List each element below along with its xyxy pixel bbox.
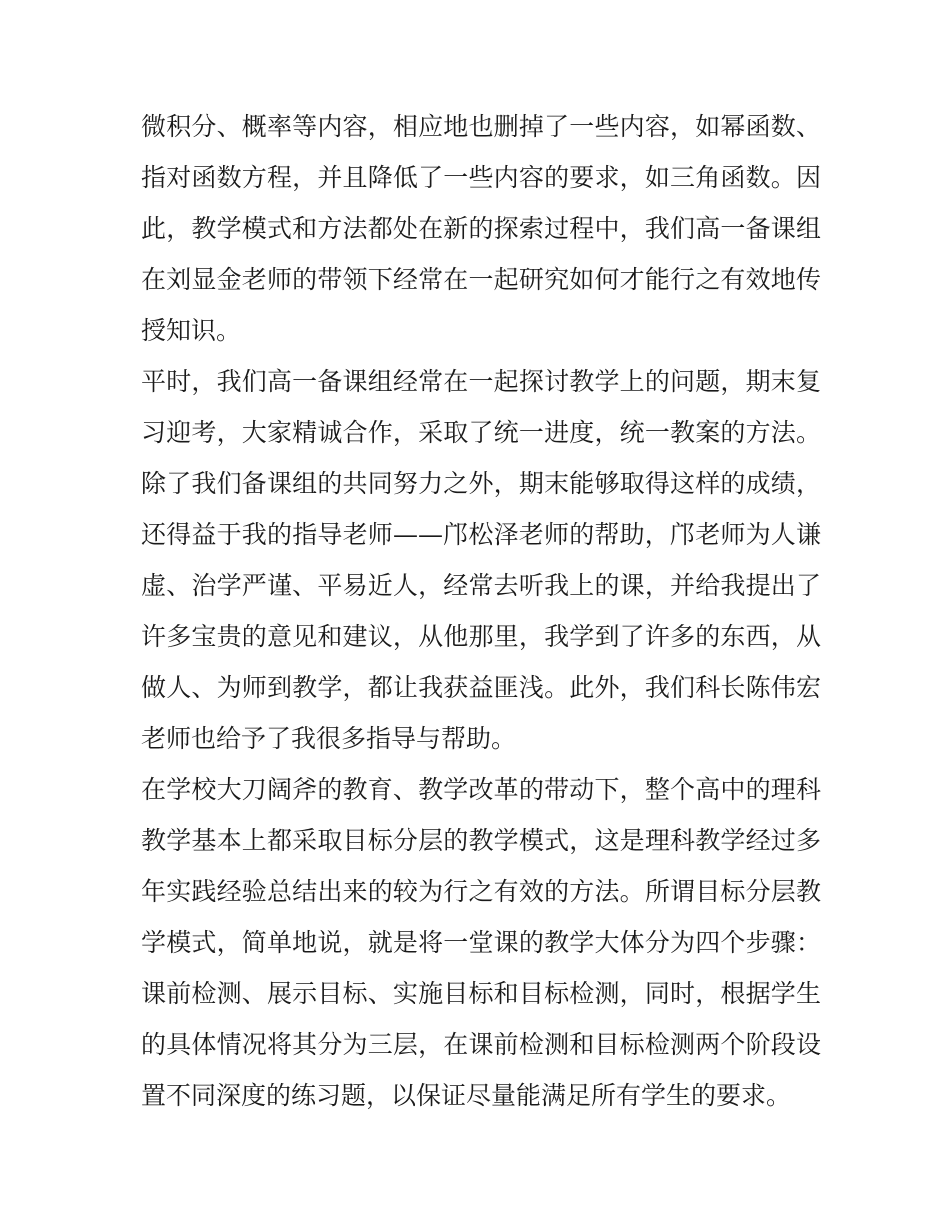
text-line: 年实践经验总结出来的较为行之有效的方法。所谓目标分层教: [141, 877, 821, 906]
text-line: 指对函数方程，并且降低了一些内容的要求，如三角函数。因: [141, 163, 821, 192]
text-line: 做人、为师到教学，都让我获益匪浅。此外，我们科长陈伟宏: [141, 673, 821, 702]
text-line: 教学基本上都采取目标分层的教学模式，这是理科教学经过多: [141, 826, 821, 855]
text-line: 课前检测、展示目标、实施目标和目标检测，同时，根据学生: [141, 979, 821, 1008]
text-line: 在刘显金老师的带领下经常在一起研究如何才能行之有效地传: [141, 265, 821, 294]
text-line: 微积分、概率等内容，相应地也删掉了一些内容，如幂函数、: [141, 112, 821, 141]
text-line: 的具体情况将其分为三层，在课前检测和目标检测两个阶段设: [141, 1030, 821, 1059]
text-line: 置不同深度的练习题，以保证尽量能满足所有学生的要求。: [141, 1081, 792, 1110]
text-line: 除了我们备课组的共同努力之外，期末能够取得这样的成绩，: [141, 469, 821, 498]
text-line: 授知识。: [141, 316, 242, 345]
text-line: 老师也给予了我很多指导与帮助。: [141, 724, 517, 753]
text-line: 习迎考，大家精诚合作，采取了统一进度，统一教案的方法。: [141, 418, 821, 447]
text-line: 虚、治学严谨、平易近人，经常去听我上的课，并给我提出了: [141, 571, 821, 600]
text-line: 还得益于我的指导老师——邝松泽老师的帮助，邝老师为人谦: [141, 520, 821, 549]
document-body: [141, 101, 821, 1121]
text-line: 学模式，简单地说，就是将一堂课的教学大体分为四个步骤：: [141, 928, 821, 957]
text-line: 平时，我们高一备课组经常在一起探讨教学上的问题，期末复: [141, 367, 821, 396]
text-line: 在学校大刀阔斧的教育、教学改革的带动下，整个高中的理科: [141, 775, 821, 804]
text-line: 许多宝贵的意见和建议，从他那里，我学到了许多的东西，从: [141, 622, 821, 651]
text-line: 此，教学模式和方法都处在新的探索过程中，我们高一备课组: [141, 214, 821, 243]
